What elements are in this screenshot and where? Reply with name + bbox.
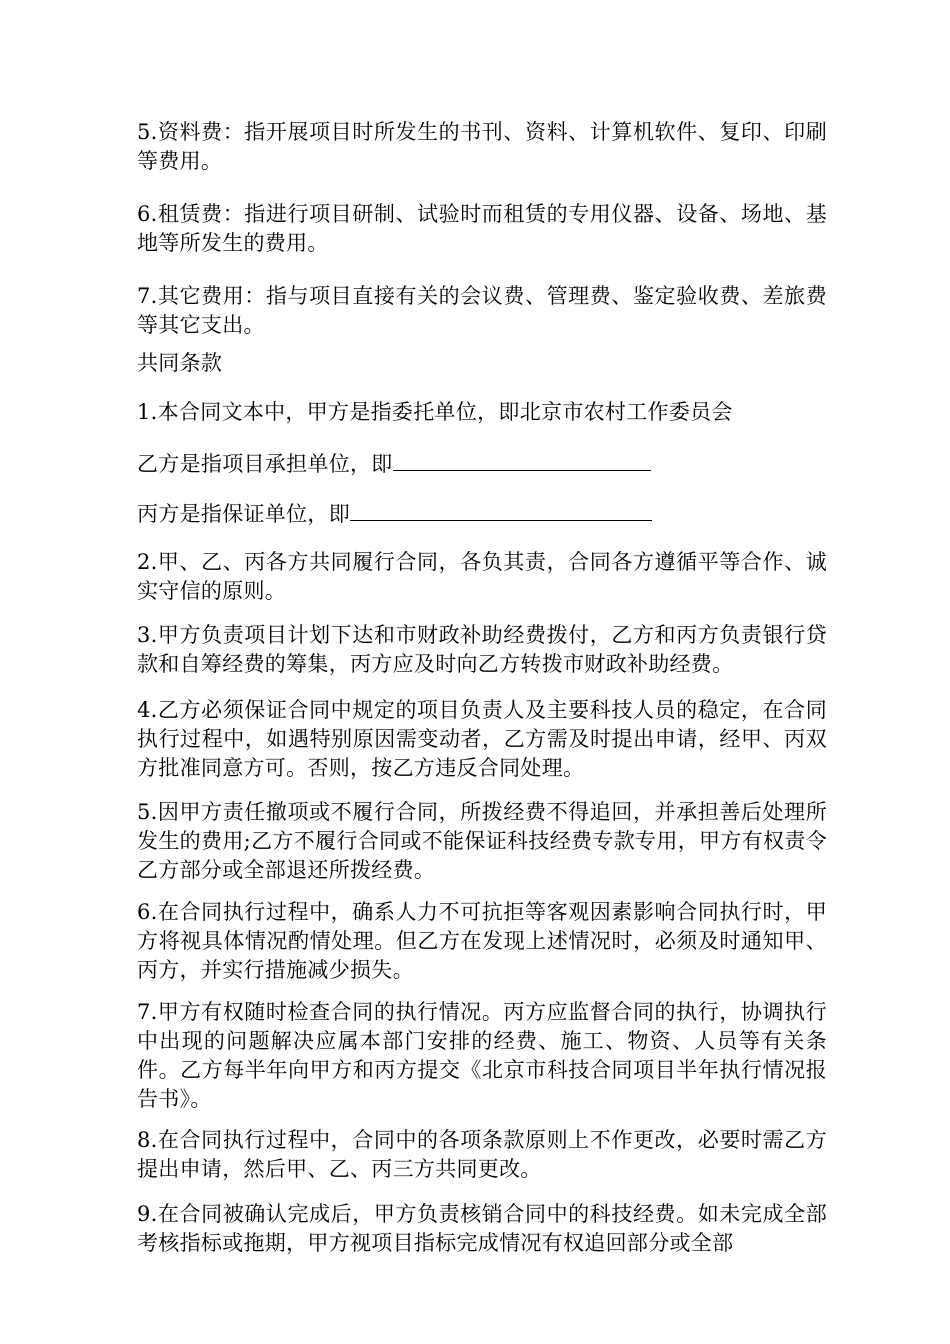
clause-6: 6.在合同执行过程中，确系人力不可抗拒等客观因素影响合同执行时，甲方将视具体情况酌情处理。但乙方在发现上述情况时，必须及时通知甲、丙方，并实行措施减少损失。: [137, 900, 827, 982]
clause-7: 7.甲方有权随时检查合同的执行情况。丙方应监督合同的执行，协调执行中出现的问题解决应属本部门安排的经费、施工、物资、人员等有关条件。乙方每半年向甲方和丙方提交《北京市科技合同项目半年执行情况报告书》。: [137, 1000, 827, 1111]
party-c-label: 丙方是指保证单位，即: [137, 502, 350, 526]
party-b-blank: [393, 448, 651, 471]
clause-2: 2.甲、乙、丙各方共同履行合同，各负其责，合同各方遵循平等合作、诚实守信的原则。: [137, 550, 827, 603]
clause-8: 8.在合同执行过程中，合同中的各项条款原则上不作更改，必要时需乙方提出申请，然后甲、乙、丙三方共同更改。: [137, 1128, 827, 1181]
clause-5: 5.因甲方责任撤项或不履行合同，所拨经费不得追回，并承担善后处理所发生的费用;乙方不履行合同或不能保证科技经费专款专用，甲方有权责令乙方部分或全部退还所拨经费。: [137, 800, 827, 882]
paragraph-rental-fee: 6.租赁费：指进行项目研制、试验时而租赁的专用仪器、设备、场地、基地等所发生的费用。: [137, 202, 827, 255]
party-b-label: 乙方是指项目承担单位，即: [137, 452, 393, 476]
section-heading-common-terms: 共同条款: [137, 351, 223, 375]
party-c-line: [137, 498, 827, 529]
paragraph-other-fees: 7.其它费用：指与项目直接有关的会议费、管理费、鉴定验收费、差旅费等其它支出。: [137, 284, 827, 337]
clause-1: 1.本合同文本中，甲方是指委托单位，即北京市农村工作委员会: [137, 400, 733, 424]
clause-4: 4.乙方必须保证合同中规定的项目负责人及主要科技人员的稳定，在合同执行过程中，如遇特别原因需变动者，乙方需及时提出申请，经甲、丙双方批准同意方可。否则，按乙方违反合同处理。: [137, 698, 827, 780]
clause-9: 9.在合同被确认完成后，甲方负责核销合同中的科技经费。如未完成全部考核指标或拖期，甲方视项目指标完成情况有权追回部分或全部: [137, 1202, 827, 1255]
party-c-blank: [350, 498, 652, 521]
paragraph-materials-fee: 5.资料费：指开展项目时所发生的书刊、资料、计算机软件、复印、印刷等费用。: [137, 120, 827, 173]
clause-3: 3.甲方负责项目计划下达和市财政补助经费拨付，乙方和丙方负责银行贷款和自筹经费的筹集，丙方应及时向乙方转拨市财政补助经费。: [137, 623, 827, 676]
party-b-line: [137, 448, 827, 479]
